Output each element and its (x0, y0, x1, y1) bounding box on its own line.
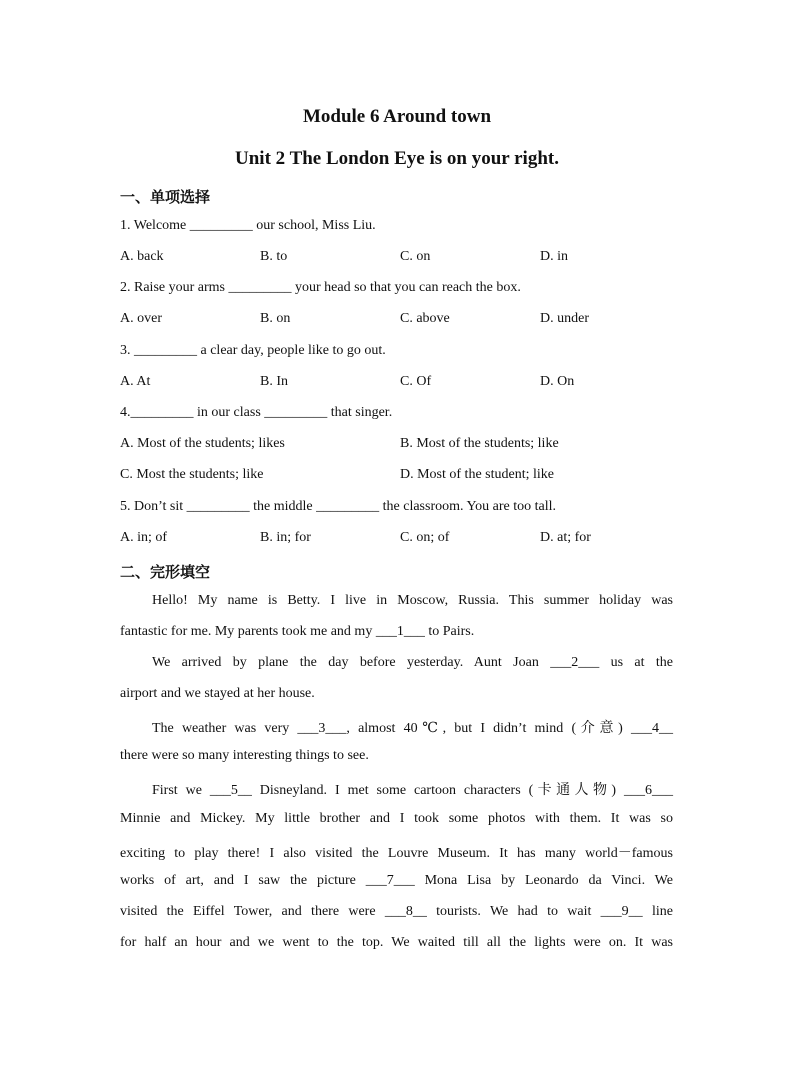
option-b: B. to (260, 249, 288, 264)
option-c: C. on (400, 249, 431, 264)
section-heading-cloze: 二、完形填空 (120, 563, 211, 581)
option-b: B. on (260, 311, 291, 326)
option-c: C. above (400, 311, 450, 326)
question-stem: 3. _________ a clear day, people like to go out. (120, 343, 386, 358)
question-stem: 2. Raise your arms _________ your head so that you can reach the box. (120, 280, 521, 295)
passage-line: Minnie and Mickey. My little brother and I took some photos with them. It was so (120, 811, 673, 826)
passage-line: exciting to play there! I also visited the Louvre Museum. It has many world－famous (120, 846, 673, 861)
passage-line: for half an hour and we went to the top. We waited till all the lights were on. It was (120, 935, 673, 950)
option-a: A. Most of the students; likes (120, 436, 285, 451)
question-stem: 4._________ in our class _________ that singer. (120, 405, 393, 420)
option-d: D. under (540, 311, 589, 326)
option-a: A. in; of (120, 530, 168, 545)
module-title: Module 6 Around town (302, 106, 492, 127)
question-stem: 1. Welcome _________ our school, Miss Liu. (120, 218, 376, 233)
option-a: A. At (120, 374, 151, 389)
option-c: C. Of (400, 374, 432, 389)
passage-line: Hello! My name is Betty. I live in Moscow, Russia. This summer holiday was (152, 593, 673, 608)
passage-line: The weather was very ___3___, almost 40℃, but I didn’t mind (介意) ___4__ (152, 721, 673, 736)
option-d: D. Most of the student; like (400, 467, 554, 482)
passage-line: fantastic for me. My parents took me and my ___1___ to Pairs. (120, 624, 475, 639)
option-b: B. Most of the students; like (400, 436, 559, 451)
section-heading-multiple-choice: 一、单项选择 (120, 188, 211, 206)
option-b: B. in; for (260, 530, 311, 545)
question-stem: 5. Don’t sit _________ the middle _________ the classroom. You are too tall. (120, 499, 557, 514)
option-c: C. Most the students; like (120, 467, 264, 482)
option-a: A. over (120, 311, 162, 326)
passage-line: airport and we stayed at her house. (120, 686, 315, 701)
passage-line: visited the Eiffel Tower, and there were ___8__ tourists. We had to wait ___9__ line (120, 904, 673, 919)
option-d: D. at; for (540, 530, 591, 545)
passage-line: there were so many interesting things to see. (120, 748, 369, 763)
passage-line: First we ___5__ Disneyland. I met some cartoon characters (卡通人物) ___6___ (152, 783, 673, 798)
option-d: D. On (540, 374, 575, 389)
unit-title: Unit 2 The London Eye is on your right. (235, 148, 559, 169)
option-b: B. In (260, 374, 288, 389)
option-c: C. on; of (400, 530, 450, 545)
passage-line: works of art, and I saw the picture ___7___ Mona Lisa by Leonardo da Vinci. We (120, 873, 673, 888)
option-d: D. in (540, 249, 568, 264)
option-a: A. back (120, 249, 164, 264)
passage-line: We arrived by plane the day before yesterday. Aunt Joan ___2___ us at the (152, 655, 673, 670)
